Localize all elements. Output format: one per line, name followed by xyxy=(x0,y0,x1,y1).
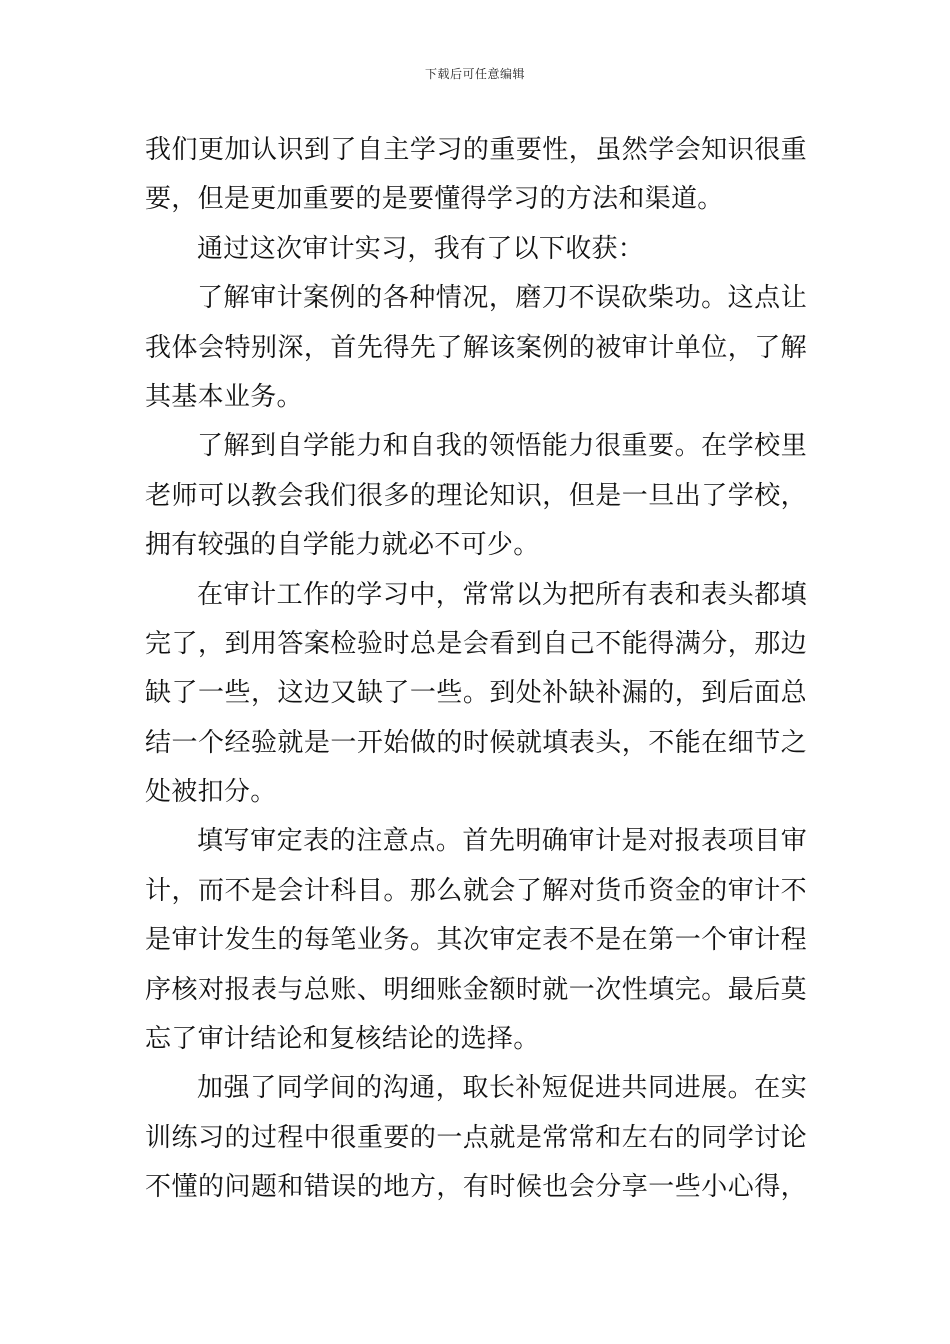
text-line: 结一个经验就是一开始做的时候就填表头，不能在细节之 xyxy=(145,727,807,758)
text-line: 要，但是更加重要的是要懂得学习的方法和渠道。 xyxy=(145,184,724,215)
paragraph-first-line: 加强了同学间的沟通，取长补短促进共同进展。在实 xyxy=(197,1073,807,1104)
paragraph-first-line: 在审计工作的学习中，常常以为把所有表和表头都填 xyxy=(197,579,807,610)
paragraph-first-line: 通过这次审计实习，我有了以下收获： xyxy=(197,233,645,264)
paragraph-first-line: 填写审定表的注意点。首先明确审计是对报表项目审 xyxy=(197,826,807,857)
text-line: 我体会特别深，首先得先了解该案例的被审计单位，了解 xyxy=(145,332,807,363)
text-line: 其基本业务。 xyxy=(145,381,303,412)
text-line: 老师可以教会我们很多的理论知识，但是一旦出了学校， xyxy=(145,480,807,511)
paragraph-first-line: 了解审计案例的各种情况，磨刀不误砍柴功。这点让 xyxy=(197,283,807,314)
text-line: 训练习的过程中很重要的一点就是常常和左右的同学讨论 xyxy=(145,1122,807,1153)
header-note: 下载后可任意编辑 xyxy=(424,67,525,81)
text-line: 我们更加认识到了自主学习的重要性，虽然学会知识很重 xyxy=(145,135,807,165)
text-line: 完了，到用答案检验时总是会看到自己不能得满分，那边 xyxy=(145,628,807,659)
text-line: 是审计发生的每笔业务。其次审定表不是在第一个审计程 xyxy=(145,925,807,956)
text-line: 缺了一些，这边又缺了一些。到处补缺补漏的，到后面总 xyxy=(145,678,807,709)
text-line: 计，而不是会计科目。那么就会了解对货币资金的审计不 xyxy=(145,875,807,906)
paragraph-first-line: 了解到自学能力和自我的领悟能力很重要。在学校里 xyxy=(197,431,807,462)
document-body xyxy=(145,126,807,1213)
text-line: 处被扣分。 xyxy=(145,777,277,808)
text-line: 序核对报表与总账、明细账金额时就一次性填完。最后莫 xyxy=(145,974,807,1005)
text-line: 拥有较强的自学能力就必不可少。 xyxy=(145,530,540,561)
text-line: 忘了审计结论和复核结论的选择。 xyxy=(145,1024,540,1055)
text-line: 不懂的问题和错误的地方，有时候也会分享一些小心得， xyxy=(145,1172,807,1203)
